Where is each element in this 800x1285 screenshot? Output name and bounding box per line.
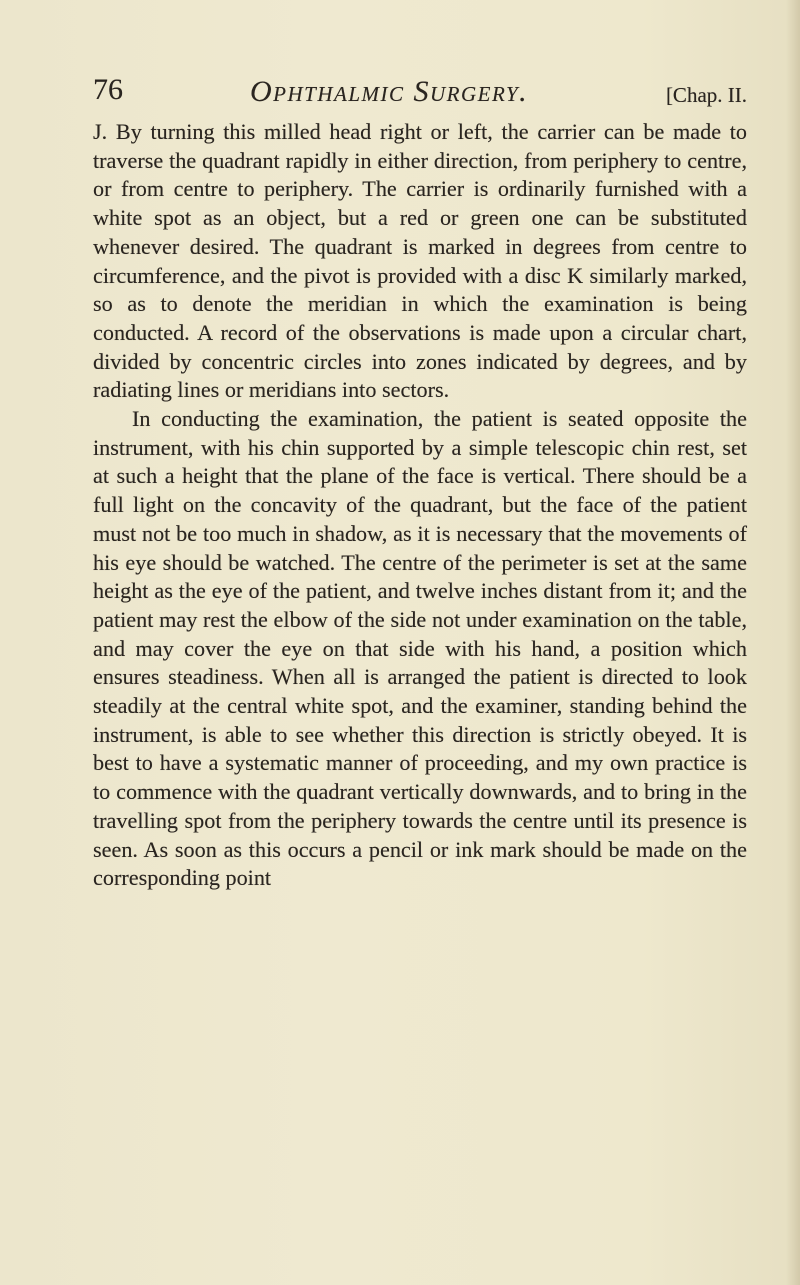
paragraph-label: J. (93, 119, 108, 144)
chapter-reference: [Chap. II. (665, 83, 747, 107)
page-number: 76 (93, 73, 123, 106)
paragraph-text: By turning this milled head right or left, the carrier can be made to traverse the quadrant rapidly in either direction, from periphery to centre, or from centre to periphery. The carrier is ordinarily furnished with a white spot as an object, but a red or green one can be substituted whenever desired. The quadrant is marked in degrees from centre to circumference, and the pivot is provided with a disc K similarly marked, so as to denote the meridian in which the examination is being conducted. A record of the observations is made upon a circular chart, divided by concentric circles into zones indicated by degrees, and by radiating lines or meridians into sectors. (93, 119, 748, 403)
running-title: Ophthalmic Surgery. (250, 75, 529, 108)
paragraph-text: In conducting the examination, the patient is seated opposite the instrument, with his chin supported by a simple telescopic chin rest, set at such a height that the plane of the face is vertical. There should be a full light on the concavity of the quadrant, but the face of the patient must not be too much in shadow, as it is necessary that the movements of his eye should be watched. The centre of the perimeter is set at the same height as the eye of the patient, and twelve inches distant from it; and the patient may rest the elbow of the side not under examination on the table, and may cover the eye on that side with his hand, a position which ensures steadiness. When all is arranged the patient is directed to look steadily at the central white spot, and the examiner, standing behind the instrument, is able to see whether this direction is strictly obeyed. It is best to have a systematic manner of proceeding, and my own practice is to commence with the quadrant vertically downwards, and to bring in the travelling spot from the periphery towards the centre until its presence is seen. As soon as this occurs a pencil or ink mark should be made on the corresponding point (93, 406, 747, 891)
page-edge-shadow (786, 0, 800, 1285)
paragraph-1 (93, 118, 747, 405)
running-head (93, 70, 747, 114)
body-text (93, 118, 747, 893)
paragraph-2 (93, 405, 747, 893)
